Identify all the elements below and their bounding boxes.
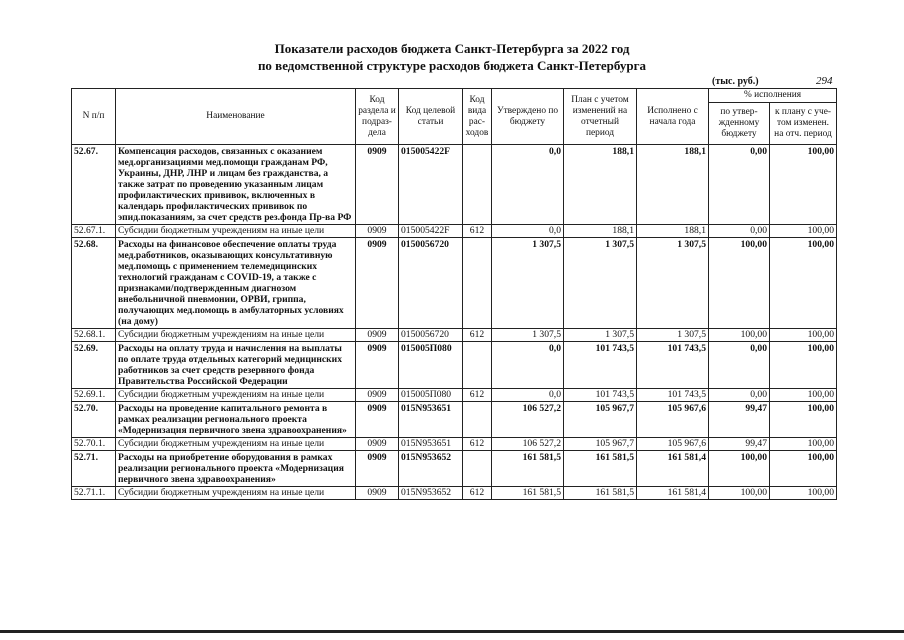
cell-name: Субсидии бюджетным учреждениям на иные цели bbox=[116, 389, 356, 402]
cell-executed: 188,1 bbox=[637, 225, 709, 238]
cell-target: 015N953652 bbox=[399, 451, 463, 487]
table-row bbox=[72, 402, 837, 438]
cell-plan: 101 743,5 bbox=[564, 389, 637, 402]
cell-pct-approved: 100,00 bbox=[709, 238, 770, 329]
scan-edge-divider bbox=[0, 630, 904, 633]
units-label: (тыс. руб.) bbox=[712, 76, 759, 87]
cell-num: 52.70.1. bbox=[72, 438, 116, 451]
cell-plan: 161 581,5 bbox=[564, 487, 637, 500]
cell-pct-plan: 100,00 bbox=[770, 329, 837, 342]
table-row bbox=[72, 438, 837, 451]
table-row bbox=[72, 389, 837, 402]
cell-approved: 0,0 bbox=[492, 225, 564, 238]
col-header-percent-group: % исполнения bbox=[709, 89, 837, 103]
table-row bbox=[72, 238, 837, 329]
cell-section: 0909 bbox=[356, 225, 399, 238]
cell-pct-plan: 100,00 bbox=[770, 342, 837, 389]
table-row bbox=[72, 329, 837, 342]
cell-pct-approved: 0,00 bbox=[709, 145, 770, 225]
cell-num: 52.67.1. bbox=[72, 225, 116, 238]
col-header-name: Наименование bbox=[116, 89, 356, 145]
cell-name: Субсидии бюджетным учреждениям на иные цели bbox=[116, 487, 356, 500]
cell-executed: 161 581,4 bbox=[637, 487, 709, 500]
cell-name: Субсидии бюджетным учреждениям на иные цели bbox=[116, 438, 356, 451]
cell-plan: 105 967,7 bbox=[564, 402, 637, 438]
cell-pct-plan: 100,00 bbox=[770, 145, 837, 225]
cell-target: 015005422F bbox=[399, 145, 463, 225]
cell-pct-approved: 0,00 bbox=[709, 225, 770, 238]
cell-pct-plan: 100,00 bbox=[770, 389, 837, 402]
cell-pct-approved: 99,47 bbox=[709, 402, 770, 438]
cell-name: Субсидии бюджетным учреждениям на иные цели bbox=[116, 329, 356, 342]
cell-section: 0909 bbox=[356, 438, 399, 451]
cell-pct-plan: 100,00 bbox=[770, 487, 837, 500]
cell-pct-approved: 0,00 bbox=[709, 342, 770, 389]
cell-name: Расходы на финансовое обеспечение оплаты труда мед.работников, оказывающих консультативную мед.помощь с применением телемедицинских технологий гражданам с COVID-19, а также с признаками/подтвержденным диагнозом внебольничной пневмонии, ОРВИ, гриппа, получающих мед.помощь в амбулаторных условиях (на дому) bbox=[116, 238, 356, 329]
cell-approved: 0,0 bbox=[492, 342, 564, 389]
cell-name: Расходы на оплату труда и начисления на выплаты по оплате труда отдельных категорий медицинских работников за счет средств резервного фонда Правительства Российской Федерации bbox=[116, 342, 356, 389]
cell-plan: 101 743,5 bbox=[564, 342, 637, 389]
cell-type bbox=[463, 402, 492, 438]
cell-type bbox=[463, 342, 492, 389]
cell-section: 0909 bbox=[356, 402, 399, 438]
cell-executed: 105 967,6 bbox=[637, 402, 709, 438]
col-header-pct-plan: к плану с уче-том изменен. на отч. период bbox=[770, 103, 837, 145]
cell-executed: 105 967,6 bbox=[637, 438, 709, 451]
cell-num: 52.69. bbox=[72, 342, 116, 389]
cell-executed: 101 743,5 bbox=[637, 342, 709, 389]
cell-pct-approved: 0,00 bbox=[709, 389, 770, 402]
page-title bbox=[0, 40, 904, 74]
cell-section: 0909 bbox=[356, 329, 399, 342]
cell-pct-plan: 100,00 bbox=[770, 438, 837, 451]
table-body bbox=[72, 145, 837, 500]
cell-num: 52.70. bbox=[72, 402, 116, 438]
cell-num: 52.68.1. bbox=[72, 329, 116, 342]
cell-target: 015005П080 bbox=[399, 342, 463, 389]
cell-executed: 188,1 bbox=[637, 145, 709, 225]
col-header-pct-approved: по утвер-жденному бюджету bbox=[709, 103, 770, 145]
cell-pct-plan: 100,00 bbox=[770, 238, 837, 329]
cell-section: 0909 bbox=[356, 145, 399, 225]
cell-section: 0909 bbox=[356, 389, 399, 402]
cell-type bbox=[463, 238, 492, 329]
cell-type: 612 bbox=[463, 389, 492, 402]
budget-table bbox=[71, 88, 837, 500]
cell-plan: 1 307,5 bbox=[564, 329, 637, 342]
cell-plan: 188,1 bbox=[564, 145, 637, 225]
title-line-2: по ведомственной структуре расходов бюджета Санкт-Петербурга bbox=[257, 58, 647, 73]
cell-pct-approved: 99,47 bbox=[709, 438, 770, 451]
cell-plan: 161 581,5 bbox=[564, 451, 637, 487]
cell-pct-plan: 100,00 bbox=[770, 225, 837, 238]
title-line-1: Показатели расходов бюджета Санкт-Петербурга за 2022 год bbox=[274, 41, 630, 56]
table-row bbox=[72, 145, 837, 225]
table-row bbox=[72, 487, 837, 500]
col-header-target: Код целевой статьи bbox=[399, 89, 463, 145]
table-row bbox=[72, 342, 837, 389]
table-row bbox=[72, 451, 837, 487]
cell-num: 52.68. bbox=[72, 238, 116, 329]
col-header-plan: План с учетом изменений на отчетный период bbox=[564, 89, 637, 145]
cell-pct-plan: 100,00 bbox=[770, 402, 837, 438]
cell-target: 015N953652 bbox=[399, 487, 463, 500]
cell-plan: 105 967,7 bbox=[564, 438, 637, 451]
cell-approved: 161 581,5 bbox=[492, 451, 564, 487]
cell-num: 52.71. bbox=[72, 451, 116, 487]
cell-num: 52.69.1. bbox=[72, 389, 116, 402]
cell-name: Компенсация расходов, связанных с оказанием мед.организациями мед.помощи гражданам РФ, Украины, ДНР, ЛНР и лицам без гражданства, а также затрат по проведению указанным лицам профилактических прививок, включенных в календарь профилактических прививок по эпид.показаниям, за счет средств рез.фонда Пр-ва РФ bbox=[116, 145, 356, 225]
cell-type bbox=[463, 145, 492, 225]
cell-target: 0150056720 bbox=[399, 329, 463, 342]
col-header-executed: Исполнено с начала года bbox=[637, 89, 709, 145]
cell-type: 612 bbox=[463, 438, 492, 451]
cell-target: 015005422F bbox=[399, 225, 463, 238]
cell-section: 0909 bbox=[356, 342, 399, 389]
cell-type: 612 bbox=[463, 487, 492, 500]
page-number: 294 bbox=[816, 75, 833, 87]
cell-pct-approved: 100,00 bbox=[709, 329, 770, 342]
table-row bbox=[72, 225, 837, 238]
cell-approved: 106 527,2 bbox=[492, 438, 564, 451]
cell-section: 0909 bbox=[356, 487, 399, 500]
cell-target: 015005П080 bbox=[399, 389, 463, 402]
cell-num: 52.67. bbox=[72, 145, 116, 225]
cell-pct-approved: 100,00 bbox=[709, 451, 770, 487]
col-header-type: Код вида рас-ходов bbox=[463, 89, 492, 145]
cell-approved: 0,0 bbox=[492, 389, 564, 402]
cell-executed: 101 743,5 bbox=[637, 389, 709, 402]
cell-plan: 1 307,5 bbox=[564, 238, 637, 329]
cell-target: 015N953651 bbox=[399, 438, 463, 451]
cell-plan: 188,1 bbox=[564, 225, 637, 238]
cell-approved: 1 307,5 bbox=[492, 238, 564, 329]
cell-target: 0150056720 bbox=[399, 238, 463, 329]
cell-num: 52.71.1. bbox=[72, 487, 116, 500]
cell-executed: 1 307,5 bbox=[637, 329, 709, 342]
cell-type: 612 bbox=[463, 225, 492, 238]
cell-pct-approved: 100,00 bbox=[709, 487, 770, 500]
cell-name: Расходы на приобретение оборудования в рамках реализации регионального проекта «Модернизация первичного звена здравоохранения» bbox=[116, 451, 356, 487]
col-header-approved: Утверждено по бюджету bbox=[492, 89, 564, 145]
cell-approved: 106 527,2 bbox=[492, 402, 564, 438]
col-header-section: Код раздела и подраз-дела bbox=[356, 89, 399, 145]
cell-target: 015N953651 bbox=[399, 402, 463, 438]
cell-type bbox=[463, 451, 492, 487]
cell-executed: 1 307,5 bbox=[637, 238, 709, 329]
cell-approved: 0,0 bbox=[492, 145, 564, 225]
cell-section: 0909 bbox=[356, 451, 399, 487]
cell-pct-plan: 100,00 bbox=[770, 451, 837, 487]
cell-name: Расходы на проведение капитального ремонта в рамках реализации регионального проекта «Модернизация первичного звена здравоохранения» bbox=[116, 402, 356, 438]
cell-name: Субсидии бюджетным учреждениям на иные цели bbox=[116, 225, 356, 238]
cell-approved: 1 307,5 bbox=[492, 329, 564, 342]
cell-executed: 161 581,4 bbox=[637, 451, 709, 487]
cell-section: 0909 bbox=[356, 238, 399, 329]
col-header-num: N п/п bbox=[72, 89, 116, 145]
cell-approved: 161 581,5 bbox=[492, 487, 564, 500]
cell-type: 612 bbox=[463, 329, 492, 342]
